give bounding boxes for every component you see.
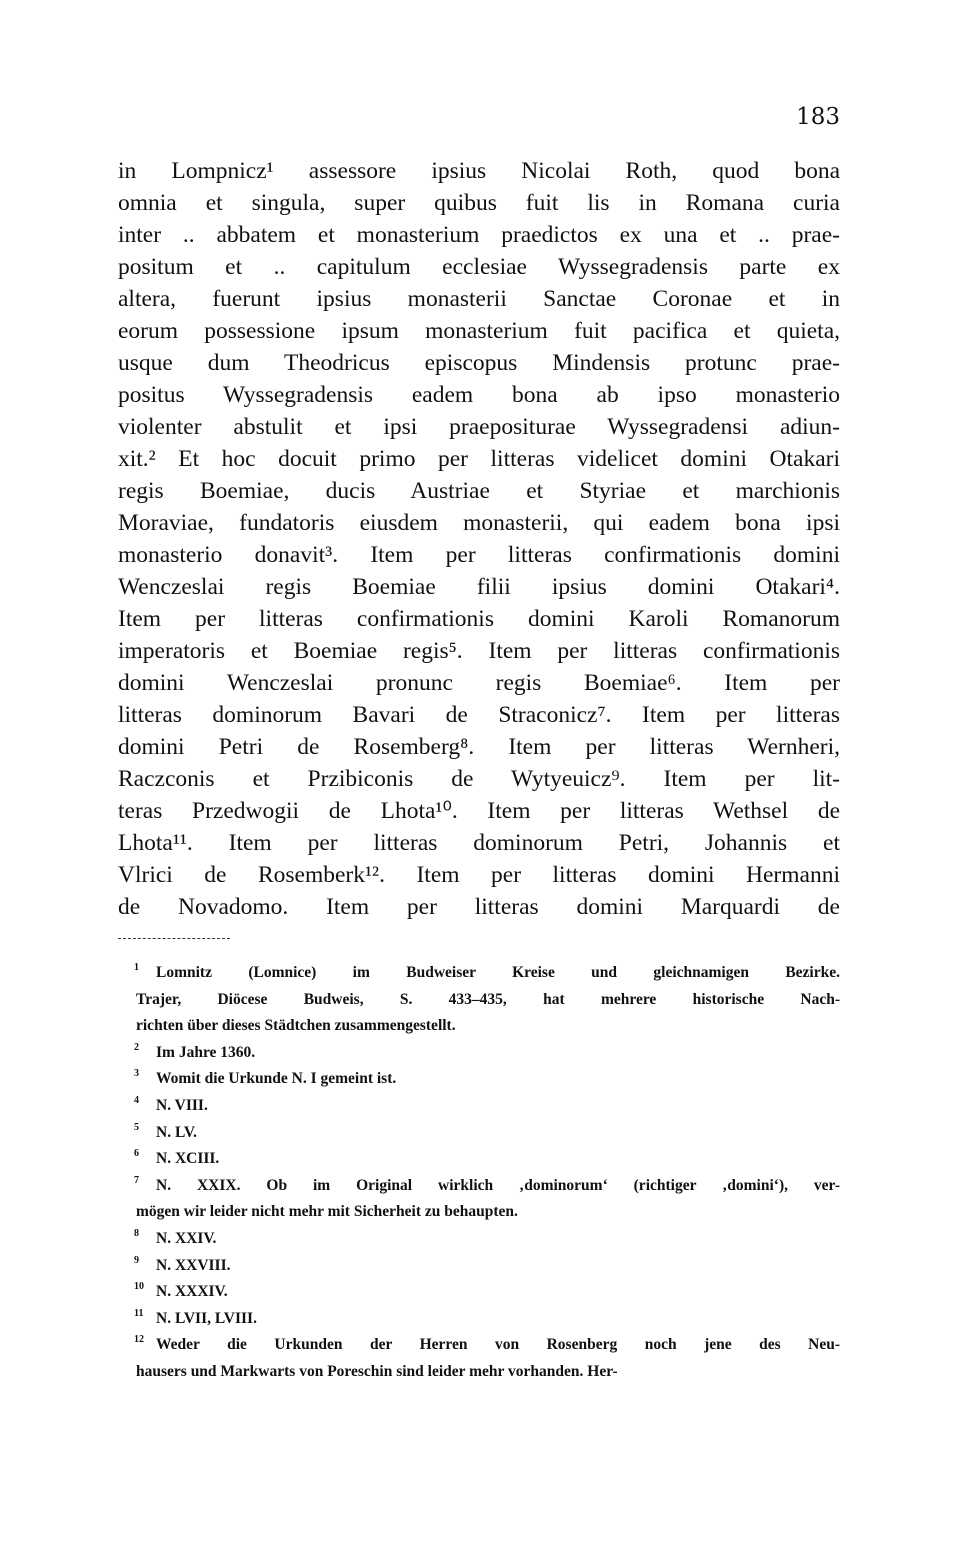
text-line: de Novadomo. Item per litteras domini Marquardi de [118, 894, 840, 920]
footnote-line: richten über dieses Städtchen zusammengestellt. [136, 1017, 456, 1035]
footnote-line: N. XXIX. Ob im Original wirklich ‚dominorum‘ (richtiger ‚domini‘), ver- [156, 1176, 840, 1194]
footnote-separator [118, 938, 230, 939]
text-line: inter .. abbatem et monasterium praedictos ex una et .. prae- [118, 222, 840, 248]
page-number: 183 [796, 104, 840, 130]
body-text [118, 155, 840, 923]
text-line: in Lompnicz¹ assessore ipsius Nicolai Roth, quod bona [118, 158, 840, 184]
footnote-number: 6 [134, 1148, 139, 1160]
footnote [118, 1226, 840, 1253]
footnote [118, 960, 840, 1040]
text-line: Wenczeslai regis Boemiae filii ipsius domini Otakari⁴. [118, 574, 840, 600]
text-line: domini Wenczeslai pronunc regis Boemiae⁶. Item per [118, 670, 840, 696]
footnote-line: Trajer, Diöcese Budweis, S. 433–435, hat mehrere historische Nach- [136, 990, 840, 1008]
text-line: monasterio donavit³. Item per litteras confirmationis domini [118, 542, 840, 568]
footnote [118, 1306, 840, 1333]
footnote-number: 7 [134, 1174, 139, 1186]
footnote-line: hausers und Markwarts von Poreschin sind leider mehr vorhanden. Her- [136, 1362, 618, 1380]
footnote [118, 1253, 840, 1280]
footnote [118, 1093, 840, 1120]
text-line: Moraviae, fundatoris eiusdem monasterii, qui eadem bona ipsi [118, 510, 840, 536]
text-line: domini Petri de Rosemberg⁸. Item per litteras Wernheri, [118, 734, 840, 760]
text-line: Raczconis et Przibiconis de Wytyeuicz⁹. Item per lit- [118, 766, 840, 792]
text-line: positus Wyssegradensis eadem bona ab ipso monasterio [118, 382, 840, 408]
text-line: eorum possessione ipsum monasterium fuit pacifica et quieta, [118, 318, 840, 344]
text-line: imperatoris et Boemiae regis⁵. Item per litteras confirmationis [118, 638, 840, 664]
footnote-line: N. XXXIV. [156, 1283, 228, 1301]
footnotes [118, 960, 840, 1386]
footnote-number: 12 [134, 1334, 144, 1346]
footnote-number: 1 [134, 962, 139, 973]
text-line: Vlrici de Rosemberk¹². Item per litteras domini Hermanni [118, 862, 840, 888]
footnote-line: Weder die Urkunden der Herren von Rosenberg noch jene des Neu- [156, 1336, 840, 1354]
footnote-line: N. LV. [156, 1123, 197, 1141]
text-line: altera, fuerunt ipsius monasterii Sanctae Coronae et in [118, 286, 840, 312]
footnote-number: 5 [134, 1121, 139, 1133]
footnote-line: N. XCIII. [156, 1150, 220, 1168]
footnote-line: Womit die Urkunde N. I gemeint ist. [156, 1070, 397, 1088]
footnote [118, 1040, 840, 1067]
footnote [118, 1066, 840, 1093]
text-line: Lhota¹¹. Item per litteras dominorum Petri, Johannis et [118, 830, 840, 856]
footnote-line: N. XXIV. [156, 1229, 217, 1247]
footnote-number: 3 [134, 1068, 139, 1080]
text-line: litteras dominorum Bavari de Straconicz⁷. Item per litteras [118, 702, 840, 728]
footnote [118, 1120, 840, 1147]
text-line: xit.² Et hoc docuit primo per litteras videlicet domini Otakari [118, 446, 840, 472]
footnote-line: Im Jahre 1360. [156, 1043, 256, 1061]
footnote-line: Lomnitz (Lomnice) im Budweiser Kreise und gleichnamigen Bezirke. [156, 964, 840, 981]
footnote-line: N. XXVIII. [156, 1256, 231, 1274]
footnote [118, 1279, 840, 1306]
footnote-number: 10 [134, 1281, 144, 1293]
footnote-line: mögen wir leider nicht mehr mit Sicherheit zu behaupten. [136, 1203, 518, 1221]
text-line: violenter abstulit et ipsi praepositurae Wyssegradensi adiun- [118, 414, 840, 440]
footnote [118, 1332, 840, 1385]
footnote-number: 2 [134, 1041, 139, 1053]
text-line: omnia et singula, super quibus fuit lis in Romana curia [118, 190, 840, 216]
text-line: Item per litteras confirmationis domini Karoli Romanorum [118, 606, 840, 632]
footnote-number: 9 [134, 1254, 139, 1266]
footnote-number: 4 [134, 1094, 139, 1106]
footnote-number: 8 [134, 1227, 139, 1239]
footnote-number: 11 [134, 1307, 144, 1319]
text-line: usque dum Theodricus episcopus Mindensis protunc prae- [118, 350, 840, 376]
footnote [118, 1146, 840, 1173]
footnote [118, 1173, 840, 1226]
footnote-line: N. LVII, LVIII. [156, 1309, 257, 1327]
text-line: regis Boemiae, ducis Austriae et Styriae et marchionis [118, 478, 840, 504]
text-line: positum et .. capitulum ecclesiae Wyssegradensis parte ex [118, 254, 840, 280]
footnote-line: N. VIII. [156, 1096, 208, 1114]
text-line: teras Przedwogii de Lhota¹⁰. Item per litteras Wethsel de [118, 798, 840, 824]
